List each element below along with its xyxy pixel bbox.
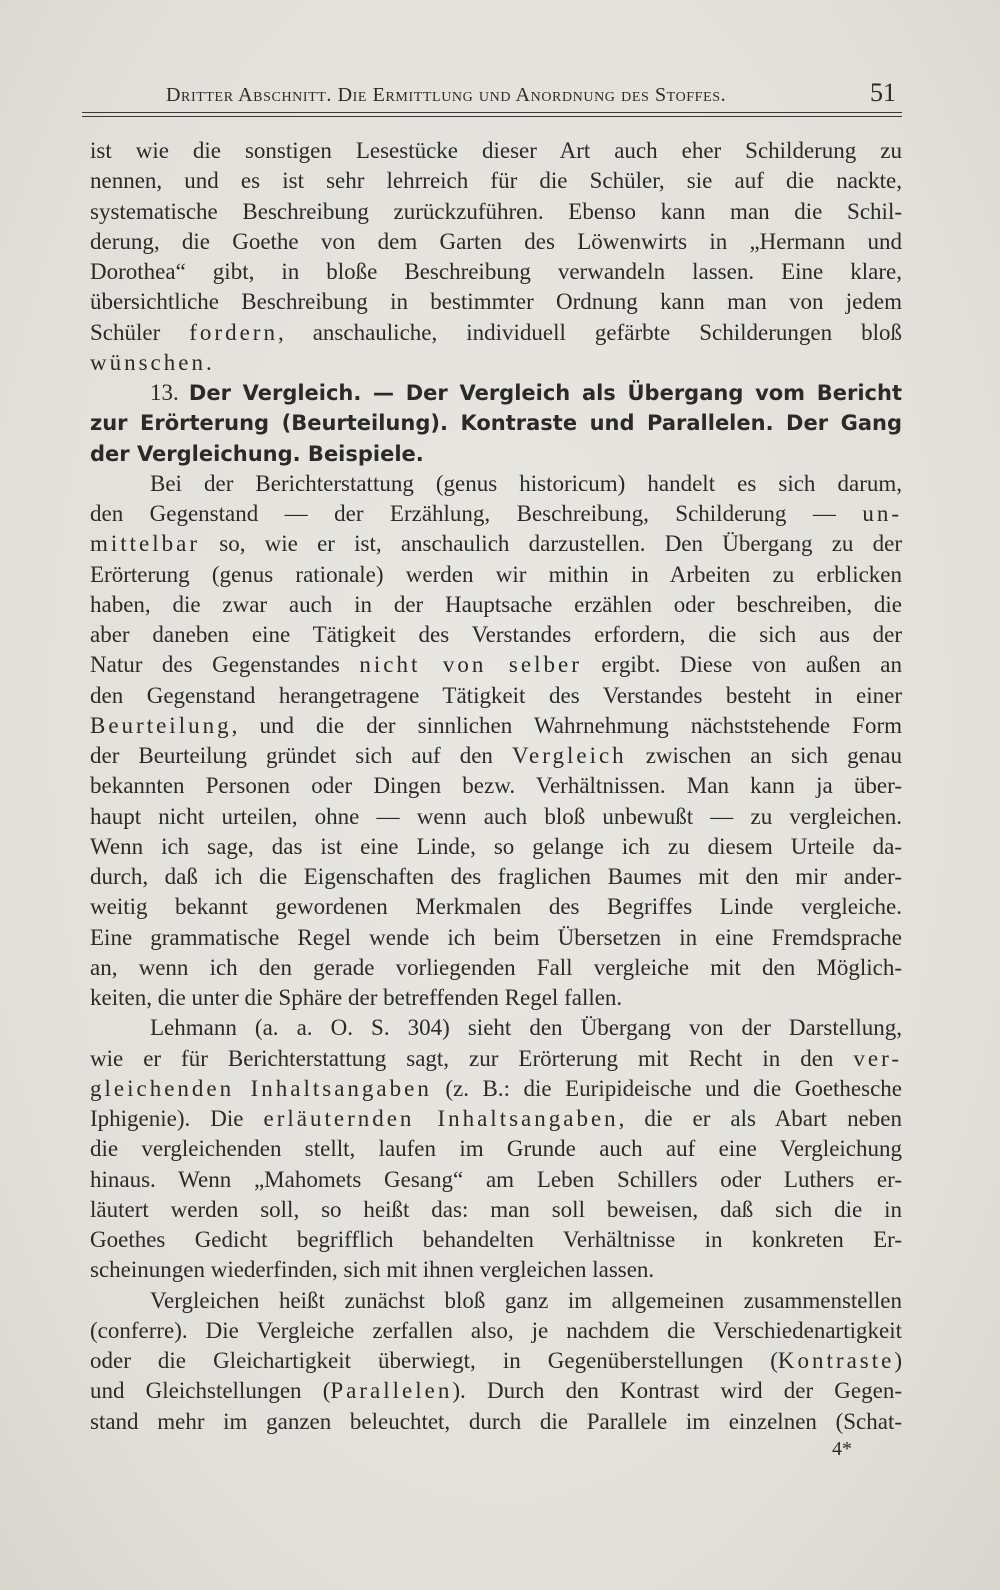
section-title: Der Vergleich. — Der Vergleich als Übergang vom Bericht [188, 381, 902, 405]
text-line: Lehmann (a. a. O. S. 304) sieht den Übergang von der Darstellung, [150, 1015, 902, 1041]
paragraph-4 [90, 1286, 902, 1437]
text-line: und Gleichstellungen (Parallelen). Durch den Kontrast wird der Gegen- [90, 1378, 902, 1404]
text-line: Wenn ich sage, das ist eine Linde, so gelange ich zu diesem Urteile da- [90, 833, 902, 859]
text-line: gleichenden Inhaltsangaben (z. B.: die Euripideische und die Goethesche [90, 1075, 902, 1101]
emphasis-spaced: erläuternden Inhaltsangaben [263, 1106, 619, 1131]
text-line: haben, die zwar auch in der Hauptsache erzählen oder beschreiben, die [90, 591, 902, 617]
page-header [82, 70, 902, 118]
text-line: hinaus. Wenn „Mahomets Gesang“ am Leben Schillers oder Luthers er- [90, 1166, 902, 1192]
text-line [90, 378, 902, 408]
emphasis-spaced: fordern [189, 319, 278, 345]
paragraph-2 [90, 469, 902, 1014]
text-line: (conferre). Die Vergleiche zerfallen also, je nachdem die Verschiedenartigkeit [90, 1317, 902, 1343]
text-line: derung, die Goethe von dem Garten des Löwenwirts in „Hermann und [90, 228, 902, 254]
emphasis-spaced: Beurteilung [90, 712, 232, 738]
emphasis-spaced: ver- [853, 1045, 902, 1071]
emphasis-spaced: Kontraste [777, 1348, 895, 1373]
running-title: Dritter Abschnitt. Die Ermittlung und Anordnung des Stoffes. [166, 84, 727, 106]
text-line: Eine grammatische Regel wende ich beim Übersetzen in eine Fremdsprache [90, 924, 902, 950]
emphasis-spaced: Vergleich [511, 743, 627, 768]
text-line: bekannten Personen oder Dingen bezw. Verhältnissen. Man kann ja über- [90, 773, 902, 799]
text-line: aber daneben eine Tätigkeit des Verstandes erfordern, die sich aus der [90, 622, 902, 647]
text-line: Erörterung (genus rationale) werden wir mithin in Arbeiten zu erblicken [90, 561, 902, 587]
text-line: den Gegenstand herangetragene Tätigkeit des Verstandes besteht in einer [90, 682, 902, 708]
text-line: keiten, die unter die Sphäre der betreffenden Regel fallen. [90, 985, 623, 1010]
text-line: die vergleichenden stellt, laufen im Grunde auch auf eine Vergleichung [90, 1136, 902, 1162]
text-line: weitig bekannt gewordenen Merkmalen des Begriffes Linde vergleiche. [90, 894, 902, 920]
text-line: mittelbar so, wie er ist, anschaulich darzustellen. Den Übergang zu der [90, 531, 902, 557]
emphasis-spaced: nicht von selber [359, 652, 582, 678]
section-title: der Vergleichung. Beispiele. [90, 441, 424, 466]
emphasis-spaced: Parallelen [330, 1378, 453, 1404]
section-title: zur Erörterung (Beurteilung). Kontraste und Parallelen. Der Gang [90, 411, 902, 436]
paragraph-3 [90, 1013, 902, 1285]
text-line: ist wie die sonstigen Lesestücke dieser Art auch eher Schilderung zu [90, 138, 902, 163]
text-line: durch, daß ich die Eigenschaften des fraglichen Baumes mit den mir ander- [90, 864, 902, 889]
text-line: haupt nicht urteilen, ohne — wenn auch bloß unbewußt — zu vergleichen. [90, 803, 902, 829]
text-line: an, wenn ich den gerade vorliegenden Fall vergleiche mit den Möglich- [90, 954, 902, 980]
body-text [90, 136, 902, 1437]
text-line: systematische Beschreibung zurückzuführen. Ebenso kann man die Schil- [90, 198, 902, 224]
text-line: Schüler fordern, anschauliche, individuell gefärbte Schilderungen bloß [90, 319, 902, 345]
paragraph-1 [90, 136, 902, 378]
text-line: nennen, und es ist sehr lehrreich für die Schüler, sie auf die nackte, [90, 168, 902, 194]
emphasis-spaced: un- [862, 501, 902, 526]
text-line: Natur des Gegenstandes nicht von selber ergibt. Diese von außen an [90, 652, 903, 678]
text-line: wie er für Berichterstattung sagt, zur Erörterung mit Recht in den ver- [90, 1045, 902, 1071]
text-line: Beurteilung, und die der sinnlichen Wahrnehmung nächststehende Form [90, 712, 902, 738]
text-line: scheinungen wiederfinden, sich mit ihnen vergleichen lassen. [90, 1257, 655, 1283]
text-line: läutert werden soll, so heißt das: man soll beweisen, daß sich die in [90, 1196, 902, 1222]
text-line: Bei der Berichterstattung (genus historicum) handelt es sich darum, [150, 470, 902, 496]
emphasis-spaced: mittelbar [90, 531, 201, 557]
text-line: der Beurteilung gründet sich auf den Vergleich zwischen an sich genau [90, 743, 902, 768]
header-double-rule [82, 112, 902, 117]
emphasis-spaced: gleichenden Inhaltsangaben [90, 1075, 432, 1101]
text-line: oder die Gleichartigkeit überwiegt, in Gegenüberstellungen (Kontraste) [90, 1348, 902, 1373]
text-line: Dorothea“ gibt, in bloße Beschreibung verwandeln lassen. Eine klare, [90, 259, 902, 284]
text-line: übersichtliche Beschreibung in bestimmter Ordnung kann man von jedem [90, 289, 902, 315]
text-line: Vergleichen heißt zunächst bloß ganz im allgemeinen zusammenstellen [150, 1287, 902, 1313]
page-number: 51 [870, 78, 896, 107]
text-line: Goethes Gedicht begrifflich behandelten Verhältnisse in konkreten Er- [90, 1227, 902, 1252]
section-heading [90, 378, 902, 469]
text-line: Iphigenie). Die erläuternden Inhaltsangaben, die er als Abart neben [90, 1106, 902, 1131]
section-number: 13. [150, 380, 179, 405]
text-line: wünschen. [90, 349, 215, 375]
text-line: den Gegenstand — der Erzählung, Beschreibung, Schilderung — un- [90, 501, 902, 526]
text-line: stand mehr im ganzen beleuchtet, durch die Parallele im einzelnen (Schat- [90, 1408, 902, 1434]
signature-mark: 4* [832, 1438, 852, 1460]
